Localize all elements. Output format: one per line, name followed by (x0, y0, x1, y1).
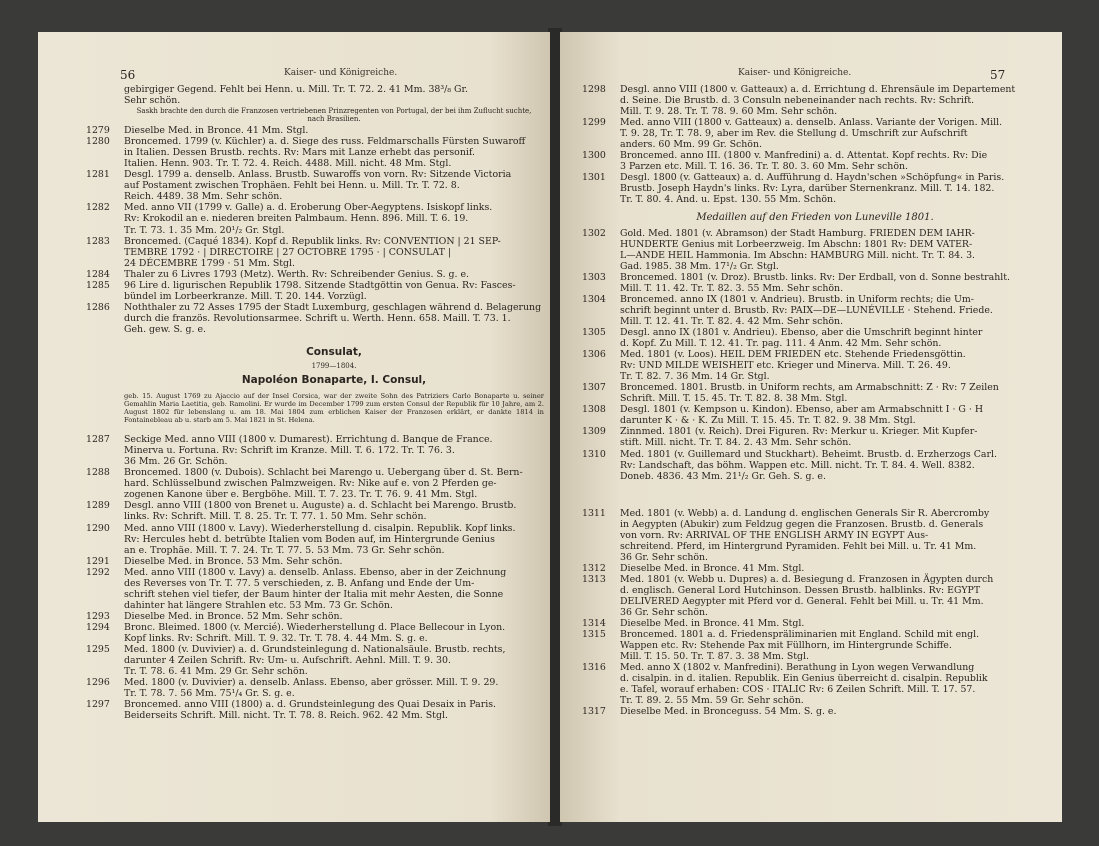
entry-line: Broncemed. (Caqué 1834). Kopf d. Republik links. Rv: CONVENTION | 21 SEP- (124, 235, 501, 247)
section-heading: Medaillen auf den Frieden von Luneville 1801. (696, 211, 934, 223)
entry-number: 1289 (86, 500, 110, 512)
catalog-entry (86, 125, 544, 136)
entry-line: Med. 1801 (v. Loos). HEIL DEM FRIEDEN etc. Stehende Friedensgöttin. (620, 349, 966, 361)
entry-line: schreitend. Pferd, im Hintergrund Pyramiden. Fehlt bei Mill. u. Tr. 41 Mm. (620, 540, 977, 552)
entry-line: durch die französ. Revolutionsarmee. Schrift u. Werth. Henn. 658. Maill. T. 73. 1. (124, 312, 511, 324)
entry-number: 1300 (582, 150, 606, 162)
catalog-entry (582, 563, 1048, 574)
entry-line: Med. 1800 (v. Duvivier) a. d. Grundsteinlegung d. Nationalsäule. Brustb. rechts, (124, 644, 506, 656)
entry-line: Doneb. 4836. 43 Mm. 21¹/₂ Gr. Geh. S. g. e. (620, 470, 826, 482)
entry-line: Desgl. 1799 a. denselb. Anlass. Brustb. Suwaroffs von vorn. Rv: Sitzende Victoria (124, 169, 512, 181)
entry-line: HUNDERTE Genius mit Lorbeerzweig. Im Abschn: 1801 Rv: DEM VATER- (620, 238, 973, 250)
entry-number: 1297 (86, 699, 110, 711)
catalog-entry (86, 302, 544, 335)
entry-line: Gad. 1985. 38 Mm. 17¹/₂ Gr. Stgl. (620, 260, 779, 272)
catalog-entry (582, 662, 1048, 706)
entry-line: Mill. T. 15. 50. Tr. T. 87. 3. 38 Mm. Stgl. (620, 651, 810, 663)
entry-line: Brustb. Joseph Haydn's links. Rv: Lyra, darüber Sternenkranz. Mill. T. 14. 182. (620, 183, 995, 195)
entry-line: bündel im Lorbeerkranze. Mill. T. 20. 144. Vorzügl. (124, 290, 367, 302)
catalog-entry (582, 426, 1048, 448)
entry-number: 1294 (86, 621, 110, 633)
entry-number: 1288 (86, 467, 110, 479)
entry-line: Dieselbe Med. in Bronce. 41 Mm. Stgl. (620, 618, 805, 630)
entry-line: d. Seine. Die Brustb. d. 3 Consuln nebeneinander nach rechts. Rv: Schrift. (620, 95, 975, 107)
entry-line: anders. 60 Mm. 99 Gr. Schön. (620, 139, 762, 151)
entry-number: 1285 (86, 279, 110, 291)
catalog-entry (582, 574, 1048, 618)
entry-number: 1293 (86, 610, 110, 622)
entry-line: Med. 1801 (v. Webb) a. d. Landung d. englischen Generals Sir R. Abercromby (620, 507, 990, 519)
catalog-entry (582, 228, 1048, 272)
entry-number: 1311 (582, 507, 606, 519)
catalog-list (582, 228, 1048, 482)
entry-line: Gold. Med. 1801 (v. Abramson) der Stadt Hamburg. FRIEDEN DEM IAHR- (620, 227, 975, 239)
spacer (582, 482, 1048, 508)
entry-line: Med. anno X (1802 v. Manfredini). Berathung in Lyon wegen Verwandlung (620, 662, 975, 674)
entry-line: d. cisalpin. in d. italien. Republik. Ein Genius überreicht d. cisalpin. Republik (620, 673, 988, 685)
entry-line: Rv: Hercules hebt d. betrübte Italien vom Boden auf, im Hintergrunde Genius (124, 533, 495, 545)
entry-line: zogenen Kanone über e. Bergböhe. Mill. T. 7. 23. Tr. T. 76. 9. 41 Mm. Stgl. (124, 489, 478, 501)
entry-line: Med. anno VIII (1800 v. Lavy) a. denselb. Anlass. Ebenso, aber in der Zeichnung (124, 566, 507, 578)
catalog-entry (86, 677, 544, 699)
catalog-list (86, 125, 544, 335)
entry-number: 1291 (86, 555, 110, 567)
catalog-entry (86, 136, 544, 169)
entry-line: Tr. T. 73. 1. 35 Mm. 20¹/₂ Gr. Stgl. (124, 224, 285, 236)
entry-line: 96 Lire d. ligurischen Republik 1798. Sitzende Stadtgöttin von Genua. Rv: Fasces- (124, 279, 516, 291)
catalog-entry (582, 327, 1048, 349)
running-header: Kaiser- und Königreiche. (738, 68, 852, 78)
catalog-entry (582, 404, 1048, 426)
catalog-entry (582, 618, 1048, 629)
entry-line: Med. 1800 (v. Duvivier) a. denselb. Anlass. Ebenso, aber grösser. Mill. T. 9. 29. (124, 677, 499, 689)
entry-line: Dieselbe Med. in Bronce. 41 Mm. Stgl. (124, 125, 309, 137)
entry-number: 1314 (582, 618, 606, 630)
entry-line: Schrift. Mill. T. 15. 45. Tr. T. 82. 8. 38 Mm. Stgl. (620, 393, 848, 405)
catalog-entry (86, 434, 544, 467)
entry-line: Reich. 4489. 38 Mm. Sehr schön. (124, 191, 283, 203)
entry-line: 36 Gr. Sehr schön. (620, 607, 709, 619)
entry-line: Tr. T. 78. 7. 56 Mm. 75¹/₄ Gr. S. g. e. (124, 688, 295, 700)
entry-line: d. Kopf. Zu Mill. T. 12. 41. Tr. pag. 111. 4 Anm. 42 Mm. Sehr schön. (620, 338, 942, 350)
intro-text (124, 84, 544, 106)
entry-line: Rv: UND MILDE WEISHEIT etc. Krieger und Minerva. Mill. T. 26. 49. (620, 360, 951, 372)
entry-number: 1316 (582, 662, 606, 674)
entry-line: Tr. T. 80. 4. And. u. Epst. 130. 55 Mm. Schön. (620, 194, 837, 206)
entry-number: 1308 (582, 404, 606, 416)
entry-line: Broncemed. 1801. Brustb. in Uniform rechts, am Armabschnitt: Z · Rv: 7 Zeilen (620, 382, 999, 394)
catalog-entry (582, 382, 1048, 404)
entry-line: 36 Gr. Sehr schön. (620, 551, 709, 563)
entry-line: schrift beginnt unter d. Brustb. Rv: PAIX—DE—LUNÉVILLE · Stehend. Friede. (620, 304, 993, 316)
entry-line: Rv: Landschaft, das böhm. Wappen etc. Mill. nicht. Tr. T. 84. 4. Well. 8382. (620, 459, 975, 471)
entry-line: darunter 4 Zeilen Schrift. Rv: Um- u. Aufschrift. Aehnl. Mill. T. 9. 30. (124, 655, 451, 667)
entry-line: 36 Mm. 26 Gr. Schön. (124, 456, 228, 468)
entry-line: Mill. T. 12. 41. Tr. T. 82. 4. 42 Mm. Sehr schön. (620, 315, 844, 327)
catalog-entry (86, 467, 544, 500)
entry-line: Dieselbe Med. in Bronce. 52 Mm. Sehr schön. (124, 610, 343, 622)
entry-line: TEMBRE 1792 · | DIRECTOIRE | 27 OCTOBRE 1795 · | CONSULAT | (124, 246, 452, 258)
entry-line: Med. anno VII (1799 v. Galle) a. d. Eroberung Ober-Aegyptens. Isiskopf links. (124, 202, 493, 214)
entry-number: 1302 (582, 227, 606, 239)
entry-line: Broncemed. 1800 (v. Dubois). Schlacht bei Marengo u. Uebergang über d. St. Bern- (124, 467, 523, 479)
entry-line: Med. anno VIII (1800 v. Lavy). Wiederherstellung d. cisalpin. Republik. Kopf links. (124, 522, 516, 534)
catalog-entry (86, 611, 544, 622)
entry-line: Broncemed. 1799 (v. Küchler) a. d. Siege des russ. Feldmarschalls Fürsten Suwaroff (124, 136, 526, 148)
entry-number: 1290 (86, 522, 110, 534)
entry-line: schrift stehen viel tiefer, der Baum hinter der Italia mit mehr Aesten, die Sonne (124, 588, 504, 600)
entry-line: Zinnmed. 1801 (v. Reich). Drei Figuren. Rv: Merkur u. Krieger. Mit Kupfer- (620, 426, 978, 438)
right-page (560, 32, 1062, 822)
entry-line: Thaler zu 6 Livres 1793 (Metz). Werth. Rv: Schreibender Genius. S. g. e. (124, 268, 470, 280)
entry-line: Broncemed. 1801 a. d. Friedenspräliminarien mit England. Schild mit engl. (620, 629, 980, 641)
entry-line: Desgl. anno IX (1801 v. Andrieu). Ebenso, aber die Umschrift beginnt hinter (620, 326, 983, 338)
section-years: 1799—1804. (311, 362, 357, 371)
entry-number: 1279 (86, 125, 110, 137)
entry-line: e. Tafel, worauf erhaben: COS · ITALIC Rv: 6 Zeilen Schrift. Mill. T. 17. 57. (620, 684, 976, 696)
catalog-entry (582, 629, 1048, 662)
entry-number: 1304 (582, 293, 606, 305)
page-number: 57 (990, 68, 1006, 82)
catalog-entry (582, 349, 1048, 382)
entry-number: 1301 (582, 172, 606, 184)
entry-line: Desgl. 1800 (v. Gatteaux) a. d. Aufführung d. Haydn'schen »Schöpfung« in Paris. (620, 172, 1005, 184)
catalog-entry (86, 500, 544, 522)
entry-line: Geh. gew. S. g. e. (124, 323, 206, 335)
entry-line: Dieselbe Med. in Bronceguss. 54 Mm. S. g. e. (620, 706, 837, 718)
entry-line: Tr. T. 89. 2. 55 Mm. 59 Gr. Sehr schön. (620, 695, 804, 707)
biography: geb. 15. August 1769 zu Ajaccio auf der Insel Corsica, war der zweite Sohn des Patriziers Carlo Bonaparte u. seiner Gemahlin Maria Laetitia, geb. Ramolini. Er wurde im December 1799 zum ersten Consul der Republik für 10 Jahre, am 2. August 1802 für lebenslang u. am 18. Mai 1804 zum erblichen Kaiser der Franzosen erklärt, er dankte 1814 in Fontainebleau ab u. starb am 5. Mai 1821 in St. Helena. (124, 392, 544, 425)
entry-number: 1283 (86, 235, 110, 247)
catalog-list (86, 434, 544, 722)
entry-number: 1307 (582, 382, 606, 394)
entry-line: T. 9. 28, Tr. T. 78. 9, aber im Rev. die Stellung d. Umschrift zur Aufschrift (620, 128, 968, 140)
catalog-entry (86, 169, 544, 202)
entry-number: 1286 (86, 301, 110, 313)
catalog-entry (582, 150, 1048, 172)
entry-line: Dieselbe Med. in Bronce. 53 Mm. Sehr schön. (124, 555, 343, 567)
entry-line: Wappen etc. Rv: Stehende Pax mit Füllhorn, im Hintergrunde Schiffe. (620, 640, 952, 652)
catalog-entry (86, 699, 544, 721)
catalog-entry (86, 280, 544, 302)
entry-line: Mill. T. 9. 28. Tr. T. 78. 9. 60 Mm. Sehr schön. (620, 106, 838, 118)
entry-line: Dieselbe Med. in Bronce. 41 Mm. Stgl. (620, 562, 805, 574)
entry-number: 1280 (86, 136, 110, 148)
catalog-entry (582, 294, 1048, 327)
entry-line: Broncemed. 1801 (v. Droz). Brustb. links. Rv: Der Erdball, von d. Sonne bestrahlt. (620, 271, 1010, 283)
entry-number: 1315 (582, 629, 606, 641)
entry-line: Bronc. Bleimed. 1800 (v. Mercié). Wiederherstellung d. Place Bellecour in Lyon. (124, 621, 506, 633)
catalog-entry (86, 644, 544, 677)
entry-line: 24 DÉCEMBRE 1799 · 51 Mm. Stgl. (124, 257, 295, 269)
entry-number: 1313 (582, 573, 606, 585)
entry-number: 1317 (582, 706, 606, 718)
entry-line: 3 Parzen etc. Mill. T. 16. 36. Tr. T. 80. 3. 60 Mm. Sehr schön. (620, 161, 908, 173)
catalog-entry (582, 117, 1048, 150)
entry-line: Mill. T. 11. 42. Tr. T. 82. 3. 55 Mm. Sehr schön. (620, 282, 844, 294)
entry-line: an e. Trophäe. Mill. T. 7. 24. Tr. T. 77. 5. 53 Mm. 73 Gr. Sehr schön. (124, 544, 445, 556)
catalog-entry (582, 172, 1048, 205)
entry-number: 1295 (86, 644, 110, 656)
entry-number: 1306 (582, 349, 606, 361)
entry-number: 1296 (86, 677, 110, 689)
entry-line: in Aegypten (Abukir) zum Feldzug gegen die Franzosen. Brustb. d. Generals (620, 518, 984, 530)
entry-line: Noththaler zu 72 Asses 1795 der Stadt Luxemburg, geschlagen während d. Belagerung (124, 301, 542, 313)
page-content (86, 84, 544, 722)
entry-line: des Reverses von Tr. T. 77. 5 verschieden, z. B. Anfang und Ende der Um- (124, 577, 475, 589)
entry-line: Minerva u. Fortuna. Rv: Schrift im Kranze. Mill. T. 6. 172. Tr. T. 76. 3. (124, 445, 455, 457)
text-line: gebirgiger Gegend. Fehlt bei Henn. u. Mill. Tr. T. 72. 2. 41 Mm. 38³/₈ Gr. (124, 84, 468, 95)
entry-number: 1281 (86, 169, 110, 181)
entry-line: Italien. Henn. 903. Tr. T. 72. 4. Reich. 4488. Mill. nicht. 48 Mm. Stgl. (124, 158, 452, 170)
entry-line: hard. Schlüsselbund zwischen Palmzweigen. Rv: Nike auf e. von 2 Pferden ge- (124, 478, 497, 490)
entry-line: Med. 1801 (v. Webb u. Dupres) a. d. Besiegung d. Franzosen in Ägypten durch (620, 573, 994, 585)
entry-number: 1298 (582, 84, 606, 95)
entry-number: 1287 (86, 434, 110, 446)
catalog-entry (582, 84, 1048, 117)
section-heading: Napoléon Bonaparte, I. Consul, (241, 374, 427, 387)
entry-line: in Italien. Dessen Brustb. rechts. Rv: Mars mit Lanze erhebt das personif. (124, 147, 475, 159)
text-line: Sehr schön. (124, 95, 181, 107)
catalog-entry (86, 269, 544, 280)
page-number: 56 (120, 68, 136, 82)
entry-line: Kopf links. Rv: Schrift. Mill. T. 9. 32. Tr. T. 78. 4. 44 Mm. S. g. e. (124, 632, 428, 644)
page-content (582, 84, 1048, 718)
catalog-entry (582, 508, 1048, 563)
catalog-entry (86, 523, 544, 556)
entry-line: Desgl. anno VIII (1800 v. Gatteaux) a. d. Errichtung d. Ehrensäule im Departement (620, 84, 1016, 95)
entry-line: Rv: Krokodil an e. niederen breiten Palmbaum. Henn. 896. Mill. T. 6. 19. (124, 213, 469, 225)
catalog-entry (582, 449, 1048, 482)
entry-line: Med. 1801 (v. Guillemard und Stuckhart). Beheimt. Brustb. d. Erzherzogs Carl. (620, 448, 997, 460)
entry-line: Broncemed. anno IX (1801 v. Andrieu). Brustb. in Uniform rechts; die Um- (620, 293, 974, 305)
catalog-entry (86, 556, 544, 567)
entry-line: L—ANDE HEIL Hammonia. Im Abschn: HAMBURG Mill. nicht. Tr. T. 84. 3. (620, 249, 976, 261)
catalog-list (582, 508, 1048, 718)
entry-line: Desgl. 1801 (v. Kempson u. Kindon). Ebenso, aber am Armabschnitt I · G · H (620, 404, 984, 416)
entry-line: stift. Mill. nicht. Tr. T. 84. 2. 43 Mm. Sehr schön. (620, 437, 852, 449)
catalog-entry (86, 622, 544, 644)
entry-line: dahinter hat längere Strahlen etc. 53 Mm. 73 Gr. Schön. (124, 599, 393, 611)
entry-number: 1312 (582, 562, 606, 574)
entry-number: 1299 (582, 117, 606, 129)
entry-line: Seckige Med. anno VIII (1800 v. Dumarest). Errichtung d. Banque de France. (124, 434, 493, 446)
entry-number: 1292 (86, 566, 110, 578)
section-title: Consulat, (306, 345, 362, 358)
catalog-entry (86, 202, 544, 235)
footnote: Saskh brachte den durch die Franzosen vertriebenen Prinzregenten von Portugal, der bei ihm Zuflucht suchte, nach Brasilien. (136, 107, 532, 124)
left-page (38, 32, 550, 822)
entry-line: Broncemed. anno VIII (1800) a. d. Grundsteinlegung des Quai Desaix in Paris. (124, 699, 497, 711)
entry-line: Tr. T. 82. 7. 36 Mm. 14 Gr. Stgl. (620, 371, 770, 383)
entry-number: 1303 (582, 271, 606, 283)
entry-line: Tr. T. 78. 6. 41 Mm. 29 Gr. Sehr schön. (124, 666, 308, 678)
entry-number: 1282 (86, 202, 110, 214)
entry-line: d. englisch. General Lord Hutchinson. Dessen Brustb. halblinks. Rv: EGYPT (620, 584, 981, 596)
entry-line: darunter K · & · K. Zu Mill. T. 15. 45. Tr. T. 82. 9. 38 Mm. Stgl. (620, 415, 916, 427)
catalog-entry (582, 706, 1048, 717)
catalog-entry (86, 567, 544, 611)
running-header: Kaiser- und Königreiche. (284, 68, 398, 78)
catalog-entry (582, 272, 1048, 294)
entry-number: 1310 (582, 448, 606, 460)
entry-line: DELIVERED Aegypter mit Pferd vor d. General. Fehlt bei Mill. u. Tr. 41 Mm. (620, 596, 984, 608)
catalog-entry (86, 236, 544, 269)
entry-line: Broncemed. anno III. (1800 v. Manfredini) a. d. Attentat. Kopf rechts. Rv: Die (620, 150, 988, 162)
entry-line: Med. anno VIII (1800 v. Gatteaux) a. denselb. Anlass. Variante der Vorigen. Mill. (620, 117, 1003, 129)
entry-number: 1305 (582, 326, 606, 338)
catalog-list (582, 84, 1048, 206)
entry-number: 1309 (582, 426, 606, 438)
entry-line: von vorn. Rv: ARRIVAL OF THE ENGLISH ARMY IN EGYPT Aus- (620, 529, 929, 541)
entry-line: Beiderseits Schrift. Mill. nicht. Tr. T. 78. 8. Reich. 962. 42 Mm. Stgl. (124, 710, 448, 722)
entry-number: 1284 (86, 268, 110, 280)
entry-line: Desgl. anno VIII (1800 von Brenet u. Auguste) a. d. Schlacht bei Marengo. Brustb. (124, 500, 517, 512)
entry-line: links. Rv: Schrift. Mill. T. 8. 25. Tr. T. 77. 1. 50 Mm. Sehr schön. (124, 511, 427, 523)
entry-line: auf Postament zwischen Trophäen. Fehlt bei Henn. u. Mill. Tr. T. 72. 8. (124, 180, 460, 192)
